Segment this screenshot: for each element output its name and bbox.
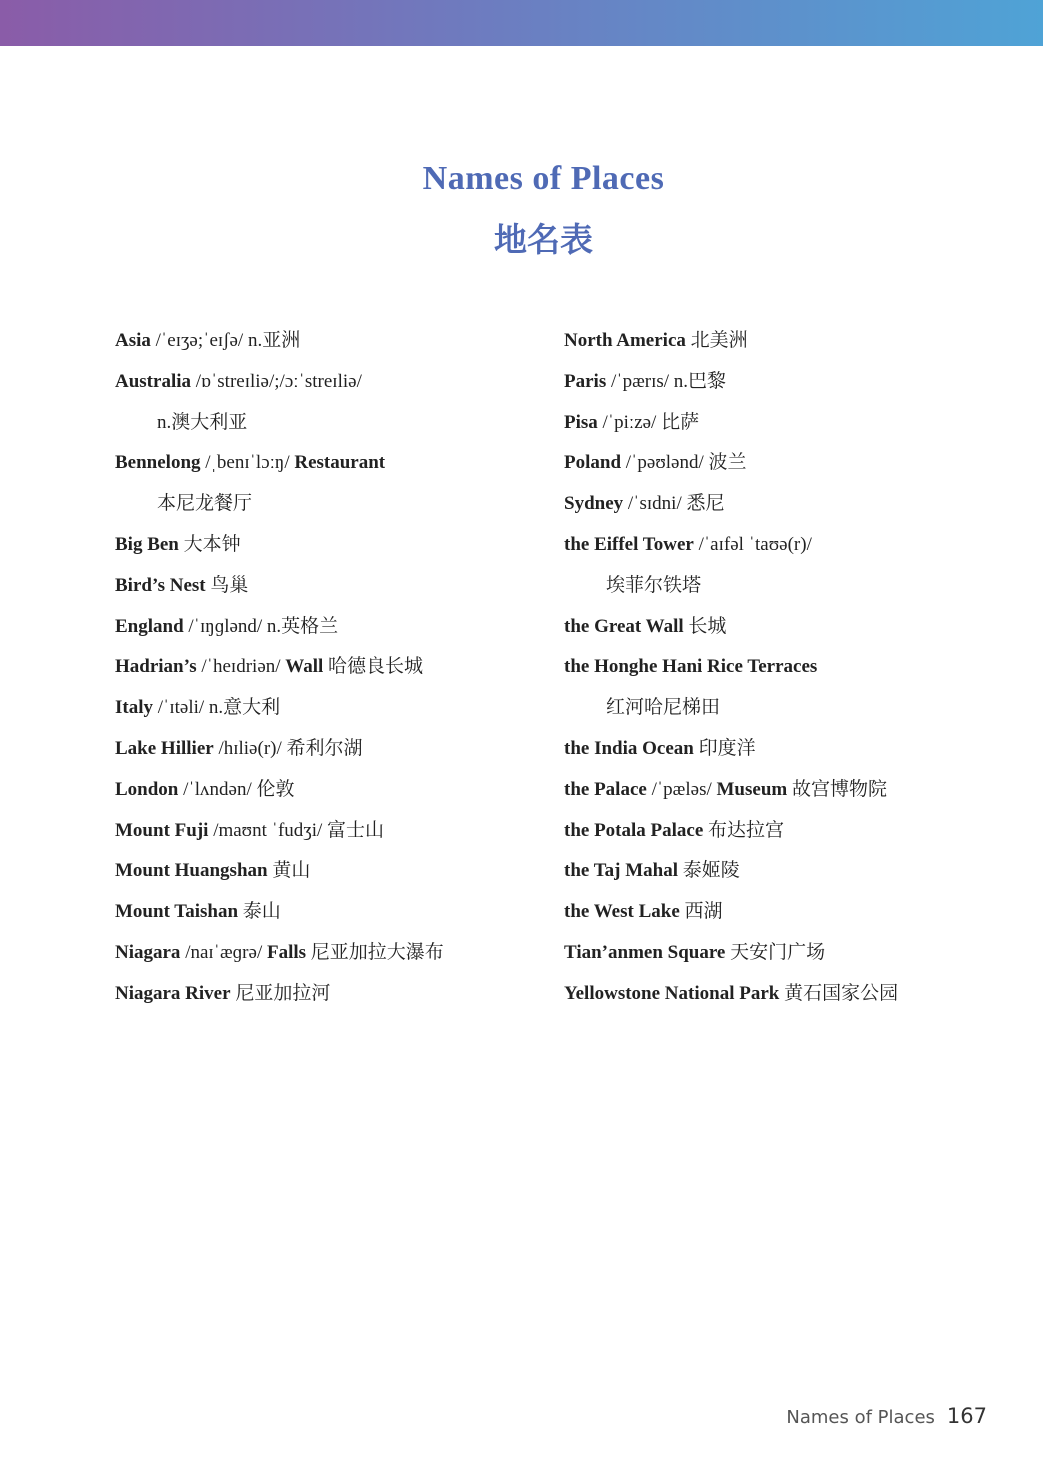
entry-headword: Pisa bbox=[564, 411, 598, 433]
entry-detail-continued: 故宫博物院 bbox=[787, 778, 887, 800]
glossary-entry bbox=[115, 811, 545, 852]
entry-detail: /ˈsɪdni/ 悉尼 bbox=[623, 493, 725, 515]
entry-headword: London bbox=[115, 778, 179, 800]
glossary-entry bbox=[564, 321, 1004, 362]
entry-headword: Bird’s Nest bbox=[115, 574, 206, 596]
glossary-entry bbox=[115, 484, 545, 525]
glossary-entry bbox=[564, 525, 1004, 566]
glossary-entry bbox=[115, 892, 545, 933]
entry-headword: North America bbox=[564, 330, 686, 351]
left-glossary-column bbox=[115, 321, 545, 1015]
glossary-entry bbox=[115, 321, 545, 362]
entry-headword: Hadrian’s bbox=[115, 656, 197, 678]
glossary-entry bbox=[115, 933, 545, 974]
entry-headword: Lake Hillier bbox=[115, 737, 214, 759]
entry-headword-continued: Museum bbox=[716, 778, 788, 800]
entry-detail: 天安门广场 bbox=[725, 941, 826, 963]
glossary-entry bbox=[564, 688, 1004, 729]
glossary-entry bbox=[564, 484, 1004, 525]
glossary-entry bbox=[115, 688, 545, 729]
entry-headword: the West Lake bbox=[564, 901, 680, 923]
entry-headword: Australia bbox=[115, 370, 191, 392]
entry-detail: 埃菲尔铁塔 bbox=[606, 574, 702, 596]
entry-headword: England bbox=[115, 615, 184, 637]
entry-headword: Mount Taishan bbox=[115, 901, 239, 923]
entry-headword: Mount Fuji bbox=[115, 819, 209, 841]
entry-headword: Tian’anmen Square bbox=[564, 941, 726, 963]
entry-headword: Bennelong bbox=[115, 452, 201, 474]
glossary-entry bbox=[115, 974, 545, 1015]
glossary-entry bbox=[115, 403, 545, 444]
entry-detail-continued: 哈德良长城 bbox=[323, 656, 424, 678]
page-title-english: Names of Places bbox=[422, 160, 665, 197]
glossary-entry bbox=[115, 647, 545, 688]
entry-detail: 西湖 bbox=[679, 901, 723, 923]
entry-detail: 大本钟 bbox=[178, 533, 241, 555]
glossary-entry bbox=[564, 933, 1004, 974]
entry-detail: /ɒˈstreɪliə/;/ɔːˈstreɪliə/ bbox=[191, 370, 362, 392]
glossary-entry bbox=[115, 566, 545, 607]
entry-headword: the Taj Mahal bbox=[564, 860, 679, 882]
glossary-entry bbox=[115, 525, 545, 566]
entry-detail: n.澳大利亚 bbox=[157, 411, 248, 433]
entry-headword: the Great Wall bbox=[564, 615, 684, 637]
entry-headword-continued: Falls bbox=[266, 941, 307, 963]
entry-headword: the India Ocean bbox=[564, 737, 694, 759]
entry-headword: Yellowstone National Park bbox=[564, 982, 780, 1004]
glossary-entry bbox=[564, 362, 1004, 403]
entry-detail: /ˌbenɪˈlɔːŋ/ bbox=[200, 452, 295, 474]
entry-detail: 红河哈尼梯田 bbox=[606, 697, 721, 719]
entry-headword: the Potala Palace bbox=[564, 819, 704, 841]
entry-detail: /naɪˈæɡrə/ bbox=[180, 941, 267, 963]
entry-detail: 尼亚加拉河 bbox=[230, 982, 331, 1004]
entry-detail: 印度洋 bbox=[693, 737, 756, 759]
right-glossary-column bbox=[564, 321, 1004, 1015]
entry-headword: Sydney bbox=[564, 493, 624, 515]
entry-headword: Italy bbox=[115, 697, 153, 719]
glossary-entry bbox=[564, 729, 1004, 770]
entry-detail: 黄石国家公园 bbox=[779, 982, 899, 1004]
entry-headword: Mount Huangshan bbox=[115, 860, 268, 882]
entry-headword: the Honghe Hani Rice Terraces bbox=[564, 656, 818, 678]
glossary-entry bbox=[115, 443, 545, 484]
entry-detail: /ˈɪŋɡlənd/ n.英格兰 bbox=[183, 615, 339, 637]
entry-detail: 布达拉宫 bbox=[703, 819, 785, 841]
entry-detail: /ˈaɪfəl ˈtaʊə(r)/ bbox=[693, 533, 812, 555]
entry-headword: Big Ben bbox=[115, 533, 179, 555]
footer-section-title: Names of Places bbox=[786, 1407, 935, 1428]
entry-headword: Poland bbox=[564, 452, 622, 474]
glossary-entry bbox=[564, 851, 1004, 892]
entry-headword: Niagara bbox=[115, 941, 181, 963]
glossary-entry bbox=[115, 362, 545, 403]
glossary-entry bbox=[564, 443, 1004, 484]
glossary-entry bbox=[564, 566, 1004, 607]
entry-detail: 泰姬陵 bbox=[678, 860, 740, 882]
entry-detail: 鸟巢 bbox=[205, 574, 249, 596]
entry-detail: /ˈpæləs/ bbox=[646, 778, 717, 800]
entry-detail: 黄山 bbox=[267, 860, 311, 882]
entry-detail: /ˈlʌndən/ 伦敦 bbox=[178, 778, 295, 800]
entry-detail: /hɪliə(r)/ 希利尔湖 bbox=[213, 737, 363, 759]
glossary-entry bbox=[115, 851, 545, 892]
glossary-entry bbox=[564, 647, 1004, 688]
header-gradient-bar bbox=[0, 0, 1043, 46]
glossary-entry bbox=[115, 729, 545, 770]
entry-detail: 北美洲 bbox=[685, 330, 748, 351]
entry-headword-continued: Restaurant bbox=[294, 452, 386, 474]
glossary-entry bbox=[115, 770, 545, 811]
entry-headword-continued: Wall bbox=[285, 656, 324, 678]
entry-detail: /ˈheɪdriən/ bbox=[196, 656, 286, 678]
entry-headword: the Palace bbox=[564, 778, 647, 800]
glossary-entry bbox=[564, 892, 1004, 933]
entry-detail: /ˈpiːzə/ 比萨 bbox=[597, 411, 700, 433]
entry-headword: the Eiffel Tower bbox=[564, 533, 694, 555]
entry-detail: /maʊnt ˈfudʒi/ 富士山 bbox=[208, 819, 385, 841]
entry-headword: Niagara River bbox=[115, 982, 231, 1004]
entry-detail: /ˈpəʊlənd/ 波兰 bbox=[621, 452, 747, 474]
entry-detail: /ˈeɪʒə;ˈeɪʃə/ n.亚洲 bbox=[150, 330, 301, 351]
glossary-entry bbox=[564, 403, 1004, 444]
page-footer bbox=[786, 1404, 987, 1434]
glossary-entry bbox=[564, 811, 1004, 852]
page-number: 167 bbox=[946, 1404, 987, 1428]
entry-headword: Asia bbox=[115, 330, 151, 351]
glossary-entry bbox=[564, 974, 1004, 1015]
entry-detail-continued: 尼亚加拉大瀑布 bbox=[306, 941, 444, 963]
entry-detail: 长城 bbox=[683, 615, 727, 637]
page-title-chinese: 地名表 bbox=[494, 220, 593, 259]
glossary-entry bbox=[564, 607, 1004, 648]
entry-headword: Paris bbox=[564, 370, 607, 392]
entry-detail: /ˈɪtəli/ n.意大利 bbox=[153, 697, 281, 719]
entry-detail: 本尼龙餐厅 bbox=[157, 493, 253, 515]
glossary-entry bbox=[115, 607, 545, 648]
entry-detail: 泰山 bbox=[238, 901, 281, 923]
entry-detail: /ˈpærɪs/ n.巴黎 bbox=[606, 370, 727, 392]
glossary-entry bbox=[564, 770, 1004, 811]
